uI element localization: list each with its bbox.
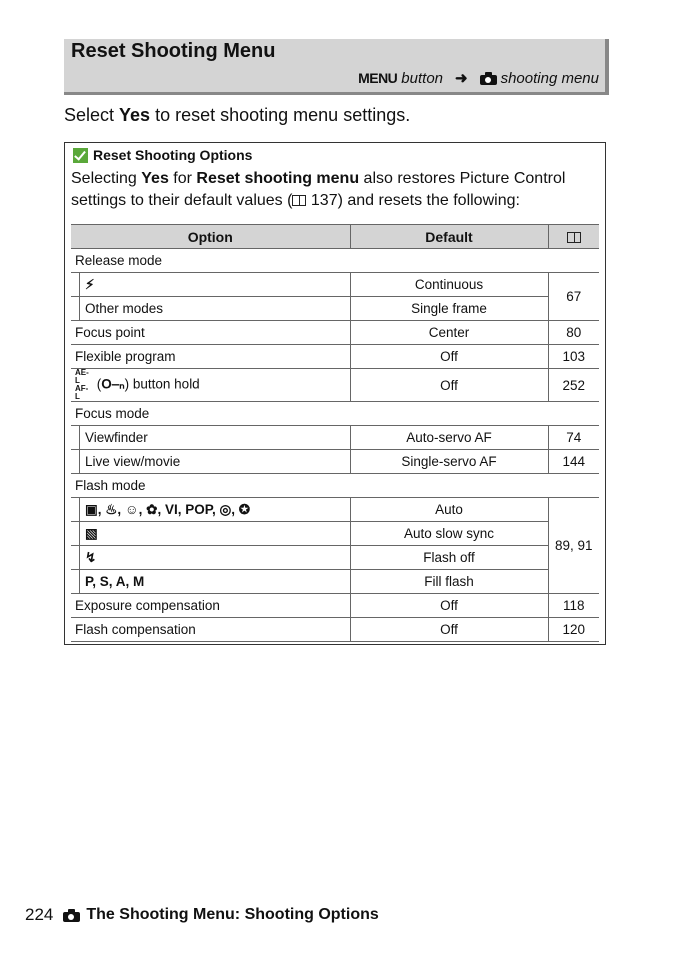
option-text: Other modes [85,301,164,316]
cell-option [71,498,350,522]
page-title: Reset Shooting Menu [71,40,276,62]
row-label: Flash mode [71,474,599,498]
option-text: Viewfinder [85,430,148,445]
cell-default: Auto slow sync [350,522,548,546]
cell-default: Off [350,618,548,642]
camera-icon [480,72,497,85]
cell-default: Center [350,321,548,345]
table-row [71,498,599,522]
page-number: 224 [25,905,54,924]
table-row [71,273,599,297]
scene-mode-icons: ▣, ♨, ☺, ✿ [85,501,158,517]
book-icon [567,232,581,243]
quiet-shutter-icon-cell [71,273,350,297]
cell-option [71,450,350,474]
table-row [71,594,599,618]
cell-default: Auto-servo AF [350,426,548,450]
note-title [73,147,252,163]
table-row [71,450,599,474]
option-text: ( [93,376,102,392]
table-row [71,474,599,498]
note-t2: for [168,170,197,187]
option-text: ) button hold [124,376,200,392]
arrow-icon: ➜ [455,70,468,87]
cell-default: Single frame [350,297,548,321]
reset-table [71,224,599,642]
table-row [71,345,599,369]
note-t4: ) and resets the following: [337,192,520,209]
table-row [71,522,599,546]
ael-afl-icon: AE-L AF-L [75,368,89,401]
cell-option [71,546,350,570]
cell-page: 103 [548,345,599,369]
table-row [71,321,599,345]
table-row [71,369,599,402]
table-row [71,570,599,594]
intro-text [64,105,410,126]
cell-option: Exposure compensation [71,594,350,618]
note-text [71,168,596,212]
effect-mode-icons: ◎, ✪ [215,501,251,517]
cell-default: Fill flash [350,570,548,594]
cell-default: Off [350,345,548,369]
cell-default: Auto [350,498,548,522]
table-row [71,426,599,450]
option-text: , VI, POP, [157,501,216,517]
cell-option [71,570,350,594]
note-box [64,142,606,645]
lock-icon: O‒ₙ [101,376,125,392]
table-row [71,618,599,642]
page-footer [25,905,379,925]
check-icon [73,148,88,163]
col-default: Default [350,225,548,249]
note-title-text: Reset Shooting Options [93,147,253,163]
footer-title: The Shooting Menu: Shooting Options [86,906,379,923]
cell-page: 80 [548,321,599,345]
cell-option: Flexible program [71,345,350,369]
intro-pre: Select [64,105,120,125]
camera-icon [63,909,80,922]
cell-default: Flash off [350,546,548,570]
row-label: Release mode [71,249,599,273]
cell-default: Off [350,594,548,618]
cell-page: 74 [548,426,599,450]
quiet-release-icon: ⚡︎ [85,276,95,292]
cell-default: Off [350,369,548,402]
note-b2: Reset shooting menu [196,170,360,187]
intro-post: to reset shooting menu settings. [150,105,411,125]
col-page [548,225,599,249]
row-label: Focus mode [71,402,599,426]
menu-destination: shooting menu [500,69,599,87]
note-t3: also restores Picture Control settings to their default values ( [71,170,566,209]
table-row [71,249,599,273]
book-icon [292,195,306,206]
menu-label: MENU [358,70,398,86]
cell-default: Continuous [350,273,548,297]
option-text: Live view/movie [85,454,181,469]
cell-page: 89, 91 [548,498,599,594]
cell-option: Flash compensation [71,618,350,642]
cell-option: Focus point [71,321,350,345]
note-t1: Selecting [71,170,142,187]
button-label: button [401,69,444,87]
menu-path [358,69,599,87]
table-row [71,402,599,426]
table-row [71,546,599,570]
intro-yes: Yes [119,105,151,125]
col-option: Option [71,225,350,249]
cell-option [71,426,350,450]
cell-page: 252 [548,369,599,402]
cell-page: 120 [548,618,599,642]
cell-page: 118 [548,594,599,618]
cell-page: 144 [548,450,599,474]
section-header [64,39,609,95]
cell-option [71,369,350,402]
cell-option [71,297,350,321]
cell-default: Single-servo AF [350,450,548,474]
cell-page: 67 [548,273,599,321]
flash-off-icon: ↯ [85,549,97,565]
note-b1: Yes [141,170,169,187]
note-page-ref: 137 [310,192,338,209]
night-portrait-icon: ▧ [85,525,98,541]
cell-option [71,522,350,546]
table-row [71,297,599,321]
table-header-row [71,225,599,249]
option-text: P, S, A, M [85,574,145,589]
